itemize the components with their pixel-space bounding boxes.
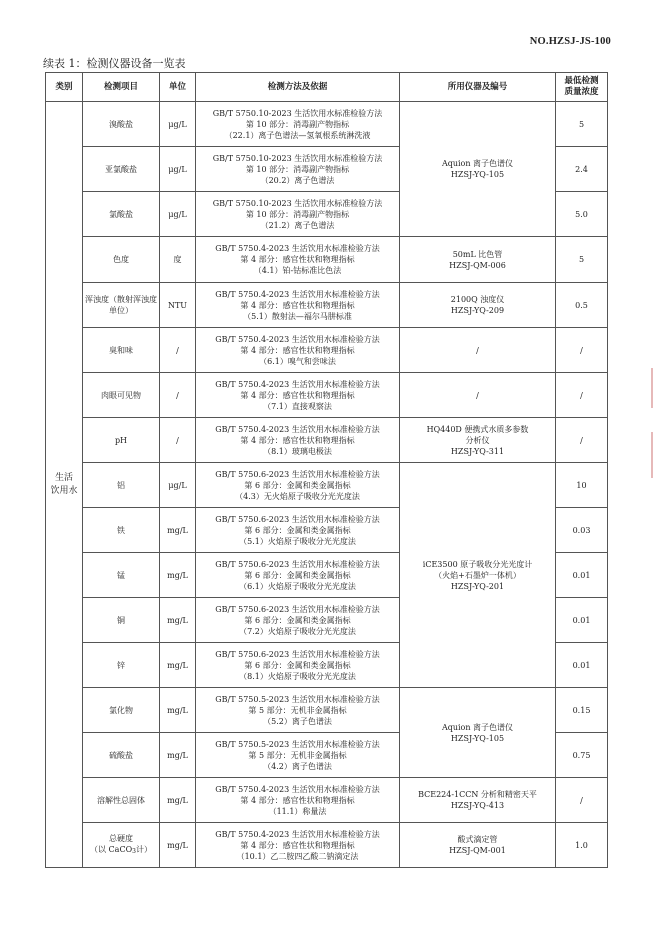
item-cell: 肉眼可见物 [83, 373, 160, 418]
method-cell: GB/T 5750.6-2023 生活饮用水标准检验方法 第 6 部分：金属和类金属指标 （7.2）火焰原子吸收分光光度法 [196, 598, 400, 643]
limit-cell: 1.0 [556, 823, 608, 868]
table-header-row [46, 73, 608, 102]
item-cell: 锌 [83, 643, 160, 688]
item-cell: 色度 [83, 237, 160, 283]
category-cell: 生活 饮用水 [46, 102, 83, 868]
table-row [46, 373, 608, 418]
hardness-line2-pre: （以 CaCO [90, 845, 133, 854]
method-cell: GB/T 5750.4-2023 生活饮用水标准检验方法 第 4 部分：感官性状和物理指标 （10.1）乙二胺四乙酸二钠滴定法 [196, 823, 400, 868]
method-cell: GB/T 5750.4-2023 生活饮用水标准检验方法 第 4 部分：感官性状和物理指标 （8.1）玻璃电极法 [196, 418, 400, 463]
instrument-cell: 酸式滴定管 HZSJ-QM-001 [400, 823, 556, 868]
method-cell: GB/T 5750.5-2023 生活饮用水标准检验方法 第 5 部分：无机非金属指标 （5.2）离子色谱法 [196, 688, 400, 733]
instrument-cell: / [400, 328, 556, 373]
method-cell: GB/T 5750.10-2023 生活饮用水标准检验方法 第 10 部分：消毒副产物指标 （20.2）离子色谱法 [196, 147, 400, 192]
method-cell: GB/T 5750.10-2023 生活饮用水标准检验方法 第 10 部分：消毒副产物指标 （21.2）离子色谱法 [196, 192, 400, 237]
limit-cell: 0.01 [556, 553, 608, 598]
method-cell: GB/T 5750.6-2023 生活饮用水标准检验方法 第 6 部分：金属和类金属指标 （4.3）无火焰原子吸收分光光度法 [196, 463, 400, 508]
unit-cell: μg/L [160, 463, 196, 508]
table-row [46, 237, 608, 283]
instrument-cell: 50mL 比色管 HZSJ-QM-006 [400, 237, 556, 283]
header-unit: 单位 [160, 73, 196, 102]
instrument-cell: Aquion 离子色谱仪 HZSJ-YQ-105 [400, 688, 556, 778]
table-row [46, 823, 608, 868]
table-row [46, 688, 608, 733]
limit-cell: 2.4 [556, 147, 608, 192]
item-cell: 铝 [83, 463, 160, 508]
method-cell: GB/T 5750.6-2023 生活饮用水标准检验方法 第 6 部分：金属和类金属指标 （5.1）火焰原子吸收分光光度法 [196, 508, 400, 553]
unit-cell: mg/L [160, 733, 196, 778]
method-cell: GB/T 5750.6-2023 生活饮用水标准检验方法 第 6 部分：金属和类金属指标 （6.1）火焰原子吸收分光光度法 [196, 553, 400, 598]
table-row [46, 283, 608, 328]
item-cell: 硫酸盐 [83, 733, 160, 778]
instrument-cell: / [400, 373, 556, 418]
item-cell: 臭和味 [83, 328, 160, 373]
item-cell: 浑浊度（散射浑浊度单位） [83, 283, 160, 328]
unit-cell: μg/L [160, 102, 196, 147]
instrument-cell: HQ440D 便携式水质多参数 分析仪 HZSJ-YQ-311 [400, 418, 556, 463]
method-cell: GB/T 5750.4-2023 生活饮用水标准检验方法 第 4 部分：感官性状和物理指标 （11.1）称量法 [196, 778, 400, 823]
limit-cell: 5 [556, 102, 608, 147]
header-category: 类别 [46, 73, 83, 102]
limit-cell: / [556, 373, 608, 418]
header-instrument: 所用仪器及编号 [400, 73, 556, 102]
unit-cell: 度 [160, 237, 196, 283]
unit-cell: μg/L [160, 192, 196, 237]
limit-cell: 0.15 [556, 688, 608, 733]
item-cell: 锰 [83, 553, 160, 598]
header-limit: 最低检测 质量浓度 [556, 73, 608, 102]
unit-cell: / [160, 418, 196, 463]
unit-cell: mg/L [160, 598, 196, 643]
table-row [46, 778, 608, 823]
table-row [46, 463, 608, 508]
method-cell: GB/T 5750.10-2023 生活饮用水标准检验方法 第 10 部分：消毒副产物指标 （22.1）离子色谱法—氢氧根系统淋洗液 [196, 102, 400, 147]
hardness-subscript: 3 [132, 848, 136, 855]
unit-cell: mg/L [160, 688, 196, 733]
header-item: 检测项目 [83, 73, 160, 102]
method-cell: GB/T 5750.6-2023 生活饮用水标准检验方法 第 6 部分：金属和类金属指标 （8.1）火焰原子吸收分光光度法 [196, 643, 400, 688]
method-cell: GB/T 5750.4-2023 生活饮用水标准检验方法 第 4 部分：感官性状和物理指标 （5.1）散射法—福尔马肼标准 [196, 283, 400, 328]
unit-cell: μg/L [160, 147, 196, 192]
table-caption: 续表 1：检测仪器设备一览表 [43, 57, 186, 70]
method-cell: GB/T 5750.4-2023 生活饮用水标准检验方法 第 4 部分：感官性状和物理指标 （6.1）嗅气和尝味法 [196, 328, 400, 373]
unit-cell: mg/L [160, 643, 196, 688]
document-number: NO.HZSJ-JS-100 [529, 36, 611, 47]
item-cell: 氯化物 [83, 688, 160, 733]
item-cell: 氯酸盐 [83, 192, 160, 237]
limit-cell: 0.5 [556, 283, 608, 328]
limit-cell: / [556, 418, 608, 463]
item-cell: 溴酸盐 [83, 102, 160, 147]
header-method: 检测方法及依据 [196, 73, 400, 102]
unit-cell: / [160, 373, 196, 418]
limit-cell: 0.01 [556, 598, 608, 643]
item-cell-hardness [83, 823, 160, 868]
limit-cell: 0.01 [556, 643, 608, 688]
limit-cell: 0.03 [556, 508, 608, 553]
hardness-line1: 总硬度 [109, 834, 133, 843]
item-cell: 铜 [83, 598, 160, 643]
limit-cell: 10 [556, 463, 608, 508]
method-cell: GB/T 5750.4-2023 生活饮用水标准检验方法 第 4 部分：感官性状和物理指标 （7.1）直接观察法 [196, 373, 400, 418]
unit-cell: mg/L [160, 508, 196, 553]
instrument-cell: 2100Q 浊度仪 HZSJ-YQ-209 [400, 283, 556, 328]
instrument-cell: iCE3500 原子吸收分光光度计 （火焰+石墨炉一体机） HZSJ-YQ-201 [400, 463, 556, 688]
item-cell: 溶解性总固体 [83, 778, 160, 823]
table-row [46, 102, 608, 147]
hardness-line2-post: 计） [135, 845, 152, 854]
limit-cell: 5.0 [556, 192, 608, 237]
limit-cell: 0.75 [556, 733, 608, 778]
method-cell: GB/T 5750.5-2023 生活饮用水标准检验方法 第 5 部分：无机非金属指标 （4.2）离子色谱法 [196, 733, 400, 778]
table-row [46, 328, 608, 373]
instrument-cell: Aquion 离子色谱仪 HZSJ-YQ-105 [400, 102, 556, 237]
limit-cell: 5 [556, 237, 608, 283]
unit-cell: mg/L [160, 778, 196, 823]
instrument-table [45, 72, 608, 868]
method-cell: GB/T 5750.4-2023 生活饮用水标准检验方法 第 4 部分：感官性状和物理指标 （4.1）铂-钴标准比色法 [196, 237, 400, 283]
item-cell: 铁 [83, 508, 160, 553]
table-row [46, 418, 608, 463]
item-cell: 亚氯酸盐 [83, 147, 160, 192]
unit-cell: / [160, 328, 196, 373]
limit-cell: / [556, 778, 608, 823]
limit-cell: / [556, 328, 608, 373]
unit-cell: mg/L [160, 823, 196, 868]
instrument-cell: BCE224-1CCN 分析和精密天平 HZSJ-YQ-413 [400, 778, 556, 823]
unit-cell: mg/L [160, 553, 196, 598]
unit-cell: NTU [160, 283, 196, 328]
item-cell: pH [83, 418, 160, 463]
